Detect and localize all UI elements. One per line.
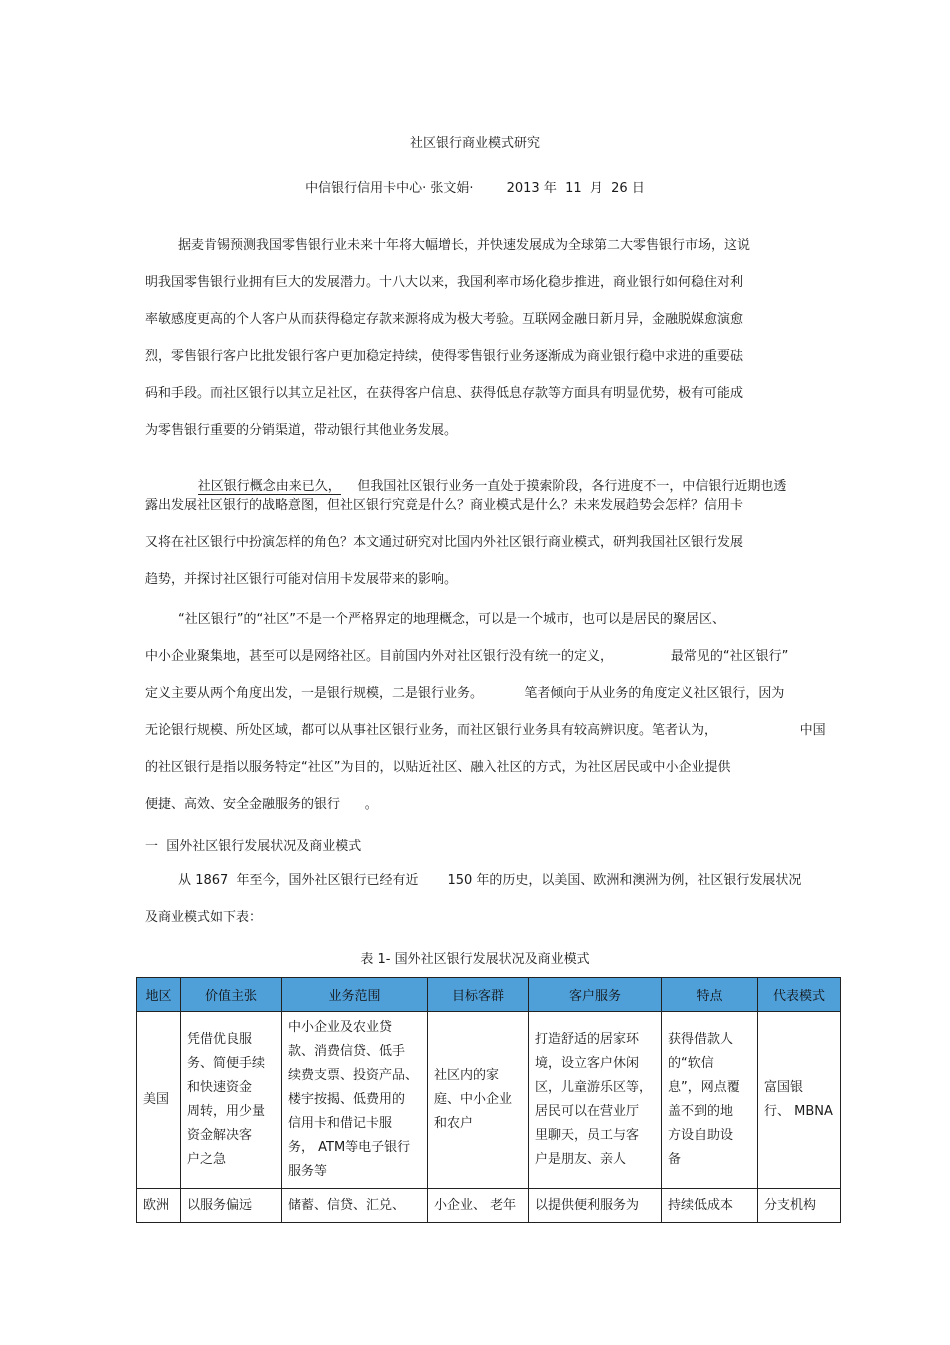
table-cell: 持续低成本 [662, 1189, 758, 1223]
column-header-feature: 特点 [662, 978, 758, 1012]
paragraph-line: 据麦肯锡预测我国零售银行业未来十年将大幅增长，并快速发展成为全球第二大零售银行市场，这说 [145, 238, 751, 253]
paragraph-line: 趋势，并探讨社区银行可能对信用卡发展带来的影响。 [145, 572, 458, 587]
paragraph-line: 码和手段。而社区银行以其立足社区，在获得客户信息、获得低息存款等方面具有明显优势，极有可能成 [145, 386, 744, 401]
table-cell: 以提供便利服务为 [529, 1189, 662, 1223]
paragraph-line: 明我国零售银行业拥有巨大的发展潜力。十八大以来，我国利率市场化稳步推进，商业银行如何稳住对利 [145, 275, 744, 290]
table-row [137, 1189, 841, 1223]
table-cell: 获得借款人 的“软信 息”，网点覆 盖不到的地 方设自助设 备 [662, 1012, 758, 1189]
column-header-model: 代表模式 [758, 978, 841, 1012]
table-cell: 以服务偏远 [181, 1189, 282, 1223]
paragraph-line: 定义主要从两个角度出发，一是银行规模，二是银行业务。 笔者倾向于从业务的角度定义社区银行，因为 [145, 686, 785, 701]
table-cell: 凭借优良服 务、简便手续 和快速资金 周转，用少量 资金解决客 户之急 [181, 1012, 282, 1189]
table-cell: 小企业、 老年 [428, 1189, 529, 1223]
column-header-value: 价值主张 [181, 978, 282, 1012]
comparison-table [136, 977, 841, 1223]
table-cell: 社区内的家 庭、中小企业 和农户 [428, 1012, 529, 1189]
table-cell: 储蓄、信贷、汇兑、 [282, 1189, 428, 1223]
paragraph-line: 露出发展社区银行的战略意图，但社区银行究竟是什么？商业模式是什么？未来发展趋势会怎样？信用卡 [145, 498, 744, 513]
paragraph-line: 烈，零售银行客户比批发银行客户更加稳定持续，使得零售银行业务逐渐成为商业银行稳中求进的重要砝 [145, 349, 744, 364]
table-cell: 美国 [137, 1012, 181, 1189]
paragraph-line: 中小企业聚集地，甚至可以是网络社区。目前国内外对社区银行没有统一的定义， 最常见的“社区银行” [145, 649, 789, 664]
paragraph-line: 率敏感度更高的个人客户从而获得稳定存款来源将成为极大考验。互联网金融日新月异，金融脱媒愈演愈 [145, 312, 744, 327]
table-cell: 欧洲 [137, 1189, 181, 1223]
column-header-scope: 业务范围 [282, 978, 428, 1012]
table-row [137, 1012, 841, 1189]
underlined-phrase: 社区银行概念由来已久， [197, 479, 341, 494]
paragraph-line: 的社区银行是指以服务特定“社区”为目的，以贴近社区、融入社区的方式，为社区居民或中小企业提供 [145, 760, 731, 775]
paragraph-line: 从 1867 年至今，国外社区银行已经有近 150 年的历史，以美国、欧洲和澳洲为例，社区银行发展状况 [145, 873, 802, 888]
paragraph-line: 又将在社区银行中扮演怎样的角色？本文通过研究对比国内外社区银行商业模式，研判我国社区银行发展 [145, 535, 744, 550]
paragraph-line-rest: 但我国社区银行业务一直处于摸索阶段，各行进度不一，中信银行近期也透 [340, 479, 787, 494]
document-byline: 中信银行信用卡中心· 张文娟· 2013 年 11 月 26 日 [305, 181, 645, 196]
table-cell: 富国银 行、 MBNA [758, 1012, 841, 1189]
table-cell: 分支机构 [758, 1189, 841, 1223]
table-cell: 打造舒适的居家环 境，设立客户休闲 区，儿童游乐区等， 居民可以在营业厅 里聊天，员工与客 户是朋友、亲人 [529, 1012, 662, 1189]
document-title: 社区银行商业模式研究 [409, 136, 540, 151]
paragraph-line-first [173, 460, 787, 494]
section-heading: 一 国外社区银行发展状况及商业模式 [145, 839, 362, 854]
paragraph-line: 便捷、高效、安全金融服务的银行 。 [145, 797, 378, 812]
paragraph-line: 为零售银行重要的分销渠道，带动银行其他业务发展。 [145, 423, 458, 438]
column-header-region: 地区 [137, 978, 181, 1012]
column-header-service: 客户服务 [529, 978, 662, 1012]
paragraph-line: 无论银行规模、所处区域，都可以从事社区银行业务，而社区银行业务具有较高辨识度。笔者认为， 中国 [145, 723, 826, 738]
table-caption: 表 1- 国外社区银行发展状况及商业模式 [360, 952, 590, 967]
column-header-target: 目标客群 [428, 978, 529, 1012]
table-header-row [137, 978, 841, 1012]
table-cell: 中小企业及农业贷 款、消费信贷、低手 续费支票、投资产品、 楼宇按揭、低费用的 信用卡和借记卡服 务， ATM等电子银行 服务等 [282, 1012, 428, 1189]
paragraph-line: “社区银行”的“社区”不是一个严格界定的地理概念，可以是一个城市，也可以是居民的聚居区、 [145, 612, 725, 627]
paragraph-line: 及商业模式如下表： [145, 910, 263, 925]
